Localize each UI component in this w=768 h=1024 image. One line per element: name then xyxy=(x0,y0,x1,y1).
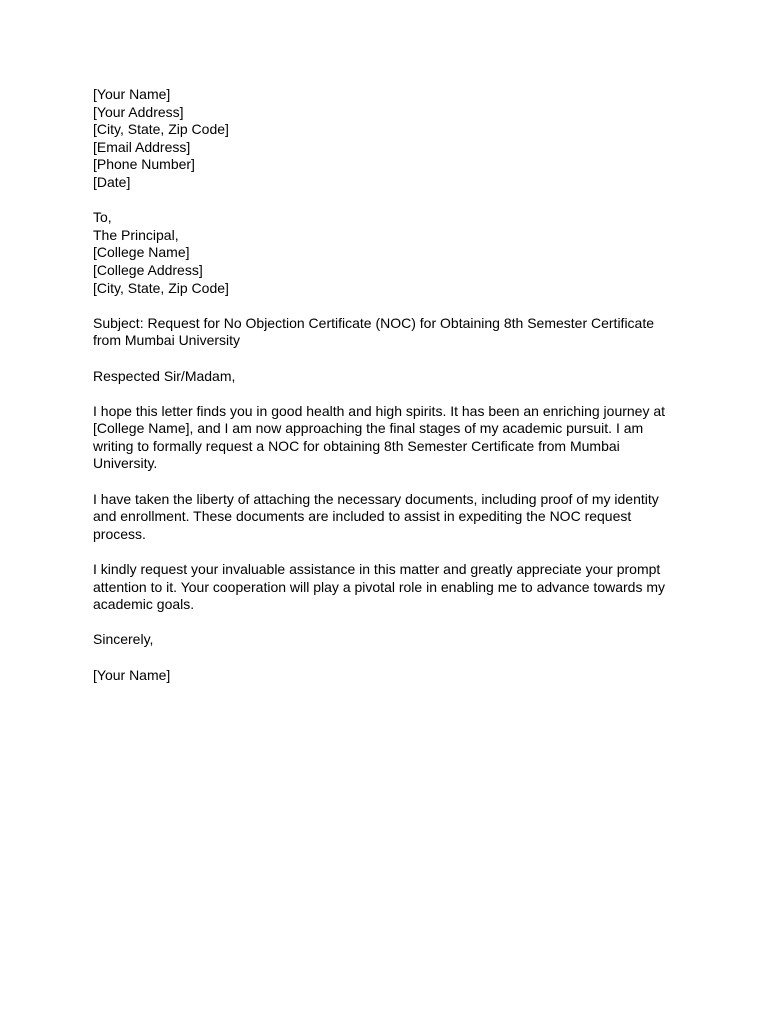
signature-name: [Your Name] xyxy=(93,666,171,683)
paragraph-line: attention to it. Your cooperation will play a pivotal role in enabling me to advance towards my xyxy=(93,578,666,595)
paragraph-line: academic goals. xyxy=(93,596,195,613)
sender-address-block xyxy=(93,86,693,192)
salutation xyxy=(93,368,693,386)
recipient-to: To, xyxy=(93,209,112,226)
closing xyxy=(93,631,693,649)
paragraph-line: [College Name], and I am now approaching the final stages of my academic pursuit. I am xyxy=(93,420,644,437)
salutation-text: Respected Sir/Madam, xyxy=(93,367,236,384)
body-paragraph-3 xyxy=(93,561,693,614)
spacer xyxy=(93,473,693,491)
subject-line-1: Subject: Request for No Objection Certificate (NOC) for Obtaining 8th Semester Certificate xyxy=(93,314,655,331)
closing-text: Sincerely, xyxy=(93,631,154,648)
sender-name: [Your Name] xyxy=(93,86,171,102)
spacer xyxy=(93,385,693,403)
sender-email: [Email Address] xyxy=(93,138,191,155)
paragraph-line: I kindly request your invaluable assistance in this matter and greatly appreciate your prompt xyxy=(93,561,661,578)
sender-phone: [Phone Number] xyxy=(93,156,195,173)
spacer xyxy=(93,297,693,315)
body-paragraph-2 xyxy=(93,491,693,544)
paragraph-line: I hope this letter finds you in good health and high spirits. It has been an enriching journey at xyxy=(93,402,666,419)
recipient-address-block xyxy=(93,209,693,297)
sender-city-state-zip: [City, State, Zip Code] xyxy=(93,121,229,138)
recipient-college-address: [College Address] xyxy=(93,261,203,278)
subject-line xyxy=(93,315,693,350)
subject-line-2: from Mumbai University xyxy=(93,332,241,349)
recipient-city-state-zip: [City, State, Zip Code] xyxy=(93,279,229,296)
recipient-college-name: [College Name] xyxy=(93,244,190,261)
spacer xyxy=(93,350,693,368)
spacer xyxy=(93,543,693,561)
paragraph-line: process. xyxy=(93,525,146,542)
paragraph-line: and enrollment. These documents are included to assist in expediting the NOC request xyxy=(93,508,632,525)
letter-page xyxy=(93,86,693,684)
signature xyxy=(93,667,693,685)
paragraph-line: I have taken the liberty of attaching the necessary documents, including proof of my identity xyxy=(93,490,659,507)
recipient-title: The Principal, xyxy=(93,226,179,243)
spacer xyxy=(93,614,693,632)
spacer xyxy=(93,649,693,667)
paragraph-line: writing to formally request a NOC for obtaining 8th Semester Certificate from Mumbai xyxy=(93,437,620,454)
letter-date: [Date] xyxy=(93,173,131,190)
paragraph-line: University. xyxy=(93,455,158,472)
sender-address: [Your Address] xyxy=(93,103,184,120)
body-paragraph-1 xyxy=(93,403,693,473)
spacer xyxy=(93,192,693,210)
